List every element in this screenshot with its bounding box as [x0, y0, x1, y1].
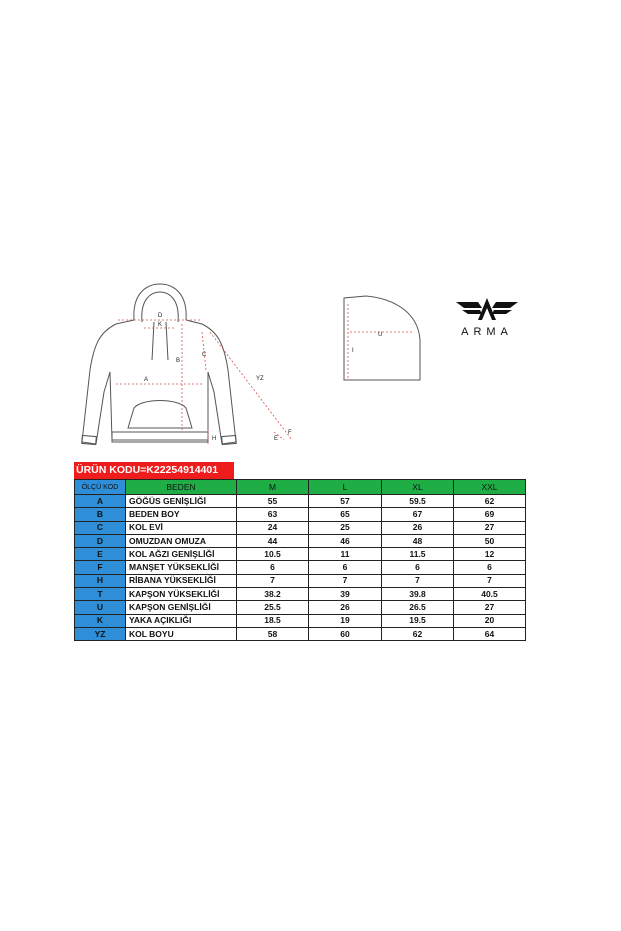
cell-m: 44	[237, 534, 309, 547]
row-kod: D	[75, 534, 126, 547]
row-name: RİBANA YÜKSEKLİĞİ	[126, 574, 237, 587]
label-c: C	[202, 352, 207, 358]
cell-xxl: 6	[454, 561, 526, 574]
row-kod: U	[75, 601, 126, 614]
row-kod: F	[75, 561, 126, 574]
cell-xxl: 7	[454, 574, 526, 587]
cell-m: 7	[237, 574, 309, 587]
label-k: K	[158, 322, 163, 328]
header-olcu-kod: ÖLÇÜ KOD	[75, 480, 126, 495]
row-name: OMUZDAN OMUZA	[126, 534, 237, 547]
label-yz: YZ	[256, 376, 264, 382]
table-row	[75, 627, 526, 640]
row-kod: B	[75, 508, 126, 521]
cell-xxl: 27	[454, 521, 526, 534]
cell-m: 18.5	[237, 614, 309, 627]
label-f: F	[288, 430, 292, 436]
cell-xl: 62	[382, 627, 454, 640]
cell-xl: 7	[382, 574, 454, 587]
cell-m: 63	[237, 508, 309, 521]
row-name: GÖĞÜS GENİŞLİĞİ	[126, 495, 237, 508]
cell-xl: 11.5	[382, 548, 454, 561]
header-xxl: XXL	[454, 480, 526, 495]
table-row	[75, 521, 526, 534]
cell-l: 57	[309, 495, 382, 508]
table-row	[75, 534, 526, 547]
label-a: A	[144, 377, 149, 383]
row-kod: T	[75, 588, 126, 601]
label-h: H	[212, 436, 217, 442]
label-t: I	[352, 348, 354, 354]
cell-xxl: 50	[454, 534, 526, 547]
row-kod: A	[75, 495, 126, 508]
table-row	[75, 548, 526, 561]
row-name: KOL EVİ	[126, 521, 237, 534]
cell-l: 39	[309, 588, 382, 601]
cell-xxl: 62	[454, 495, 526, 508]
cell-m: 24	[237, 521, 309, 534]
cell-xxl: 27	[454, 601, 526, 614]
row-kod: C	[75, 521, 126, 534]
cell-l: 26	[309, 601, 382, 614]
cell-xl: 39.8	[382, 588, 454, 601]
cell-m: 38.2	[237, 588, 309, 601]
cell-xl: 26.5	[382, 601, 454, 614]
table-row	[75, 508, 526, 521]
size-chart-table	[74, 479, 526, 641]
row-name: KAPŞON YÜKSEKLİĞİ	[126, 588, 237, 601]
row-name: BEDEN BOY	[126, 508, 237, 521]
cell-m: 25.5	[237, 601, 309, 614]
cell-l: 46	[309, 534, 382, 547]
cell-xxl: 20	[454, 614, 526, 627]
cell-m: 55	[237, 495, 309, 508]
header-l: L	[309, 480, 382, 495]
header-m: M	[237, 480, 309, 495]
cell-l: 11	[309, 548, 382, 561]
row-kod: K	[75, 614, 126, 627]
row-name: YAKA AÇIKLIĞI	[126, 614, 237, 627]
table-row	[75, 614, 526, 627]
table-row	[75, 601, 526, 614]
row-name: KOL BOYU	[126, 627, 237, 640]
row-name: KOL AĞZI GENİŞLİĞİ	[126, 548, 237, 561]
cell-l: 19	[309, 614, 382, 627]
cell-xl: 48	[382, 534, 454, 547]
label-d: D	[158, 313, 163, 319]
product-code: ÜRÜN KODU=K22254914401	[74, 462, 234, 479]
row-name: KAPŞON GENİŞLİĞİ	[126, 601, 237, 614]
cell-xxl: 12	[454, 548, 526, 561]
cell-xxl: 40.5	[454, 588, 526, 601]
table-row	[75, 574, 526, 587]
cell-m: 58	[237, 627, 309, 640]
cell-xl: 26	[382, 521, 454, 534]
cell-m: 6	[237, 561, 309, 574]
label-u: U	[378, 332, 383, 338]
row-kod: H	[75, 574, 126, 587]
label-e: E	[274, 436, 279, 442]
cell-xxl: 69	[454, 508, 526, 521]
cell-l: 60	[309, 627, 382, 640]
cell-xxl: 64	[454, 627, 526, 640]
brand-name: ARMA	[461, 326, 513, 338]
cell-l: 25	[309, 521, 382, 534]
table-row	[75, 588, 526, 601]
header-beden: BEDEN	[126, 480, 237, 495]
cell-l: 6	[309, 561, 382, 574]
table-header-row	[75, 480, 526, 495]
row-kod: E	[75, 548, 126, 561]
header-xl: XL	[382, 480, 454, 495]
cell-xl: 19.5	[382, 614, 454, 627]
cell-xl: 6	[382, 561, 454, 574]
table-row	[75, 495, 526, 508]
cell-m: 10.5	[237, 548, 309, 561]
cell-l: 7	[309, 574, 382, 587]
cell-xl: 67	[382, 508, 454, 521]
brand-logo	[452, 296, 522, 342]
label-b: B	[176, 358, 181, 364]
arma-wings-icon	[452, 296, 522, 324]
cell-xl: 59.5	[382, 495, 454, 508]
row-name: MANŞET YÜKSEKLİĞİ	[126, 561, 237, 574]
table-row	[75, 561, 526, 574]
row-kod: YZ	[75, 627, 126, 640]
cell-l: 65	[309, 508, 382, 521]
